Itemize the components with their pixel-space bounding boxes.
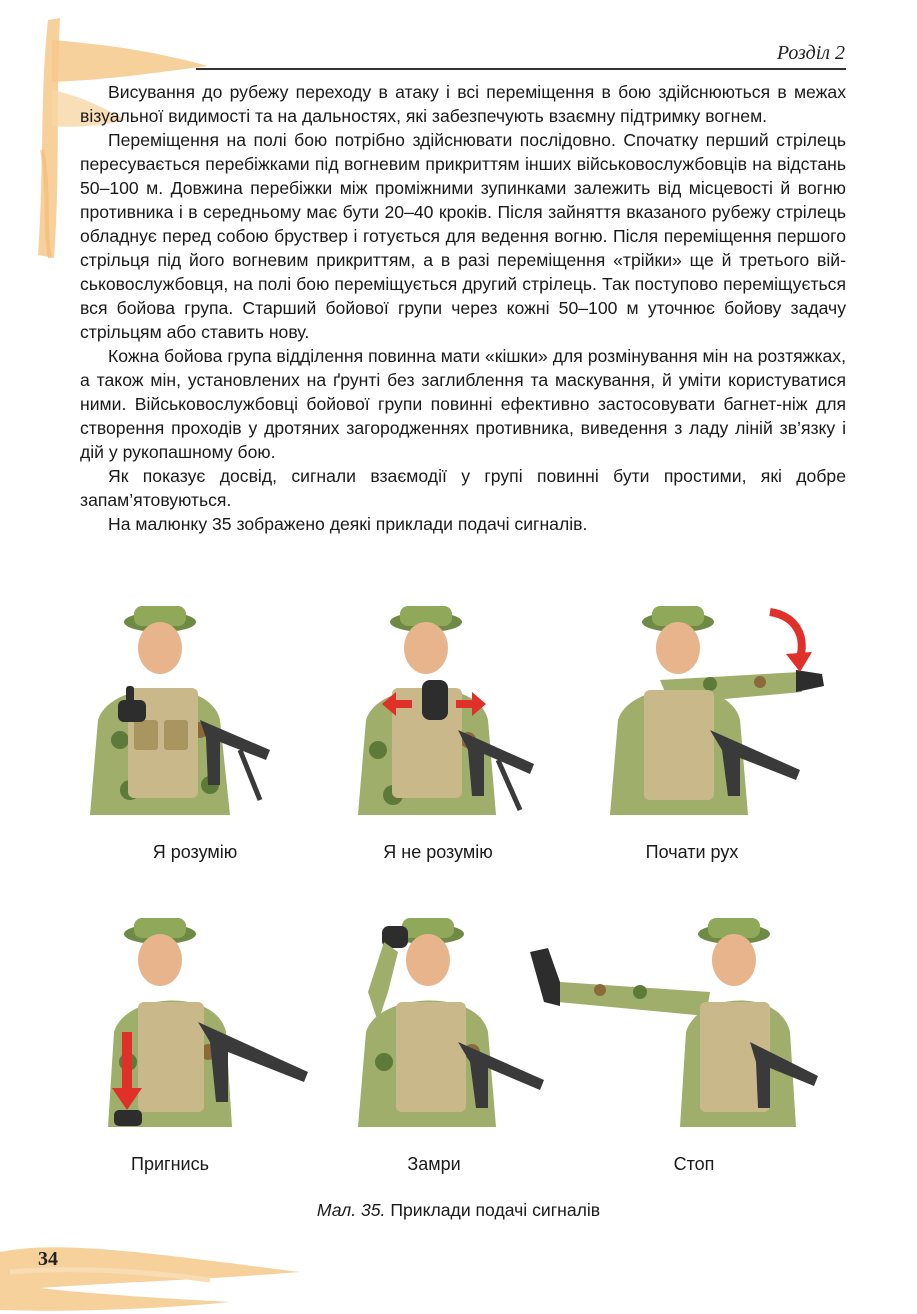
paragraph: Як показує досвід, сигнали взаємодії у групі повинні бути простими, які добре запам’ятовуються. <box>80 466 846 510</box>
figure-label: Пригнись <box>131 1154 209 1174</box>
paragraph: На малюнку 35 зображено деякі приклади подачі сигналів. <box>108 514 588 534</box>
figure-label: Стоп <box>673 1154 715 1174</box>
paragraph: Висування до рубежу переходу в атаку і всі переміщення в бою здійснюються в межах візуальної видимості та на дальностях, які забезпечують взаємну підтримку вогнем. <box>80 82 846 126</box>
decorative-brush-stroke-icon <box>0 1232 310 1314</box>
soldier-hand-wave-icon <box>338 600 588 830</box>
soldier-arm-forward-icon <box>600 600 850 830</box>
figure-label: Я не розумію <box>383 842 493 862</box>
soldier-palm-stop-icon <box>520 912 830 1142</box>
paragraph: Кожна бойова група відділення повинна мати «кішки» для розмінування мін на розтяжках, а також мін, установлених на ґрунті без заглиблення та маскування, й уміти користуватися ними. Військовослужбовці бойової групи повинні ефективно застосовувати багнет-ніж для створення проходів у дротяних загородженнях противника, виведення з ладу ліній зв’язку і дій у рукопашному бою. <box>80 346 846 462</box>
figure-caption-text: Приклади подачі сигналів <box>390 1200 601 1220</box>
paragraph: Переміщення на полі бою потрібно здійснювати послідовно. Спочатку перший стрілець пересувається перебіжками під вогневим прикриттям інших військовослужбовців на відстань 50–100 м. Довжина перебіжки між проміжними зупинками залежить від місцевості й вогню противника і в середньому має бути 20–40 кроків. Після зайняття вказаного рубежу стрілець обладнує перед собою бруствер і готується для ведення вогню. Після переміщення першого стрільця під його вогневим прикриттям, а в разі переміщення «трійки» ще й третього військовослужбовця, на полі бою переміщується другий стрілець. Так поступово переміщується вся бойова група. Старший бойової групи через кожні 50–100 м уточнює бойову задачу стрільцям або ставить нову. <box>80 130 846 342</box>
figure-label: Я розумію <box>152 842 238 862</box>
figure-35 <box>70 600 850 1190</box>
figure-number: Мал. 35. <box>316 1200 386 1220</box>
figure-label: Почати рух <box>645 842 739 862</box>
soldier-thumbs-up-icon <box>70 600 320 830</box>
page-number: 34 <box>38 1248 58 1270</box>
body-text <box>80 80 846 536</box>
figure-caption <box>0 1200 917 1221</box>
chapter-title: Розділ 2 <box>776 42 845 64</box>
header-rule <box>196 68 846 70</box>
soldier-arm-down-icon <box>98 912 348 1142</box>
figure-label: Замри <box>407 1154 461 1174</box>
